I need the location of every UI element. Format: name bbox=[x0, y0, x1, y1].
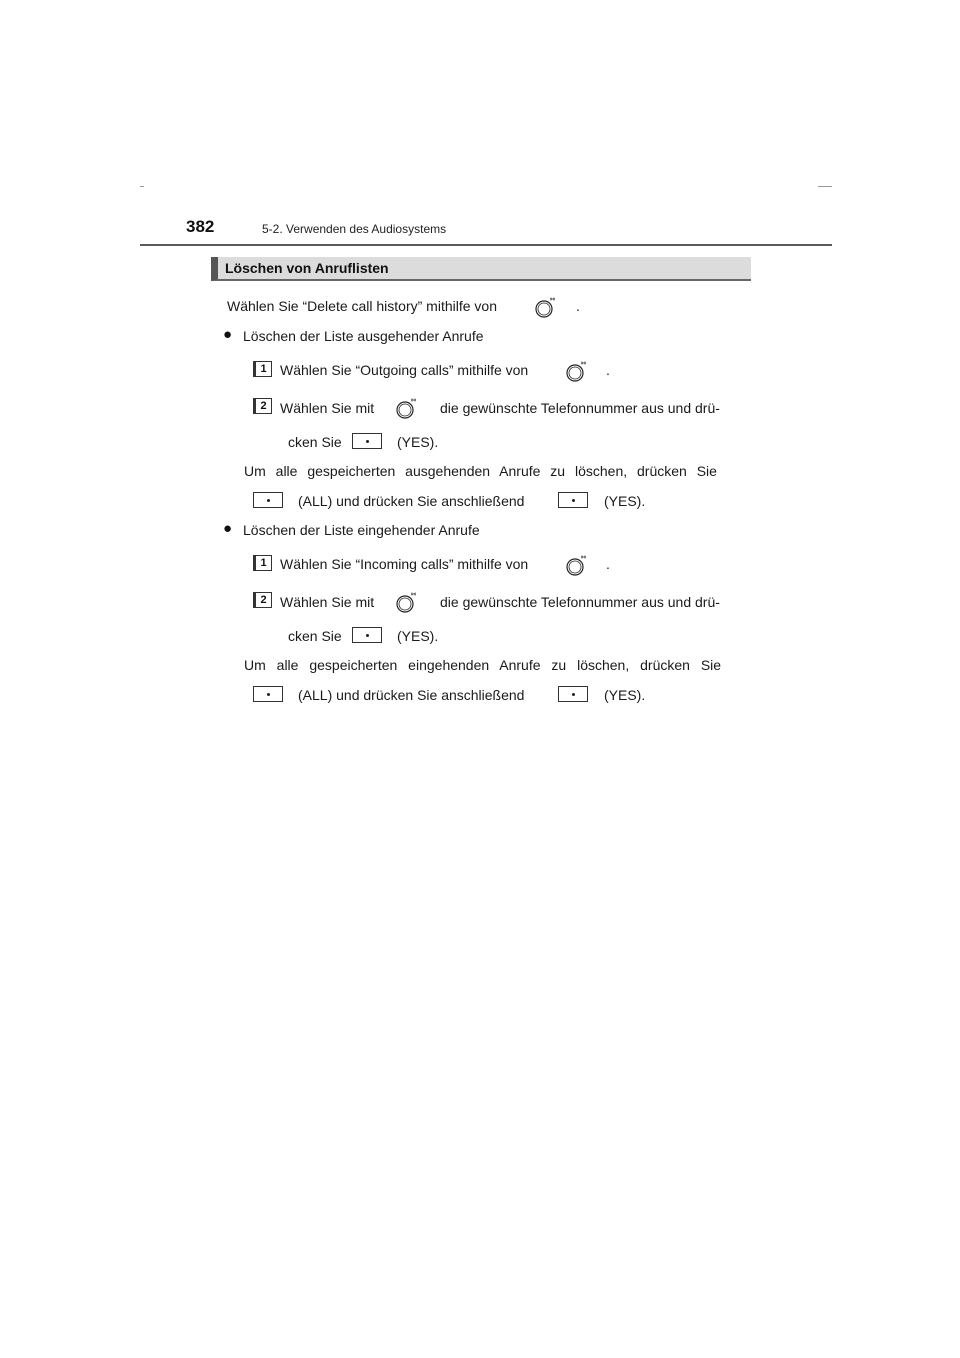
incoming-all-end: (YES). bbox=[604, 687, 646, 703]
tune-knob-icon bbox=[533, 296, 557, 320]
crop-mark-right bbox=[818, 186, 832, 187]
incoming-all-line1: Um alle gespeicherten eingehenden Anrufe zu löschen, drücken Sie bbox=[244, 657, 722, 673]
section-title: 5-2. Verwenden des Audiosystems bbox=[262, 222, 447, 236]
outgoing-title: Löschen der Liste ausgehender Anrufe bbox=[243, 328, 484, 344]
outgoing-step1-end: . bbox=[606, 362, 610, 378]
incoming-step2-rest: die gewünschte Telefonnummer aus und drü- bbox=[440, 594, 720, 610]
tune-knob-icon bbox=[394, 591, 418, 615]
outgoing-step2-yes: (YES). bbox=[397, 434, 439, 450]
page-number: 382 bbox=[186, 217, 215, 236]
tune-knob-icon bbox=[394, 397, 418, 421]
preset-button-icon bbox=[352, 433, 382, 449]
outgoing-step2-line2: cken Sie bbox=[288, 434, 342, 450]
preset-button-icon bbox=[558, 492, 588, 508]
incoming-title: Löschen der Liste eingehender Anrufe bbox=[243, 522, 480, 538]
step-2-incoming: 2 bbox=[253, 592, 272, 608]
bullet-incoming: ● bbox=[223, 520, 233, 537]
incoming-step1-text: Wählen Sie “Incoming calls” mithilfe von bbox=[280, 556, 529, 572]
outgoing-all-line1: Um alle gespeicherten ausgehenden Anrufe zu löschen, drücken Sie bbox=[244, 463, 717, 479]
incoming-all-mid: (ALL) und drücken Sie anschließend bbox=[298, 687, 525, 703]
crop-mark-left bbox=[140, 186, 144, 187]
incoming-step2-line2: cken Sie bbox=[288, 628, 342, 644]
outgoing-step2-rest: die gewünschte Telefonnummer aus und drü- bbox=[440, 400, 720, 416]
incoming-step2-text: Wählen Sie mit bbox=[280, 594, 375, 610]
section-heading: Löschen von Anruflisten bbox=[225, 260, 389, 276]
tune-knob-icon bbox=[564, 554, 588, 578]
intro-text: Wählen Sie “Delete call history” mithilfe von bbox=[227, 298, 497, 314]
header-rule bbox=[140, 244, 832, 246]
step-1-outgoing: 1 bbox=[253, 361, 272, 377]
outgoing-all-end: (YES). bbox=[604, 493, 646, 509]
intro-end: . bbox=[576, 298, 580, 314]
preset-button-icon bbox=[253, 686, 283, 702]
bullet-outgoing: ● bbox=[223, 326, 233, 343]
preset-button-icon bbox=[352, 627, 382, 643]
step-1-incoming: 1 bbox=[253, 555, 272, 571]
outgoing-all-mid: (ALL) und drücken Sie anschließend bbox=[298, 493, 525, 509]
outgoing-step2-text: Wählen Sie mit bbox=[280, 400, 375, 416]
tune-knob-icon bbox=[564, 360, 588, 384]
incoming-step2-yes: (YES). bbox=[397, 628, 439, 644]
preset-button-icon bbox=[253, 492, 283, 508]
step-2-outgoing: 2 bbox=[253, 398, 272, 414]
preset-button-icon bbox=[558, 686, 588, 702]
outgoing-step1-text: Wählen Sie “Outgoing calls” mithilfe von bbox=[280, 362, 529, 378]
incoming-step1-end: . bbox=[606, 556, 610, 572]
